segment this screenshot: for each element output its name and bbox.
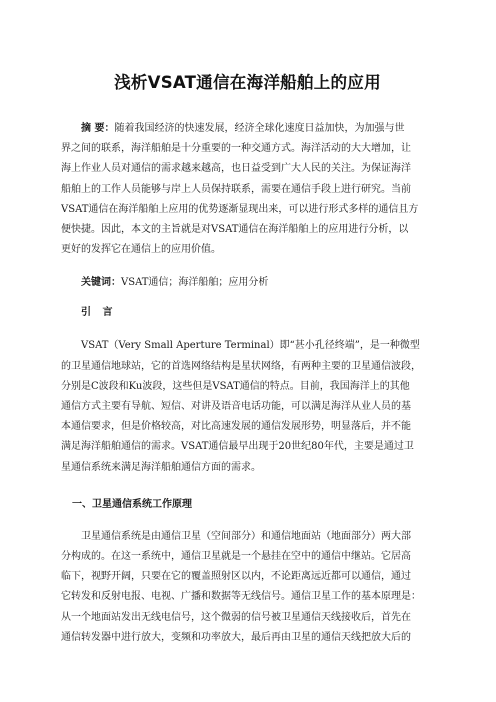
- section-1-line: 临下，视野开阔，只要在它的覆盖照射区以内，不论距离远近都可以通信，通过: [61, 571, 411, 583]
- abstract-line: 便快捷。因此，本文的主旨就是对VSAT通信在海洋船舶上的应用进行分析，以: [61, 224, 409, 236]
- abstract-label: 摘 要：: [81, 123, 115, 134]
- section-1-line: 分构成的。在这一系统中，通信卫星就是一个悬挂在空中的通信中继站。它居高: [61, 551, 411, 563]
- intro-line: VSAT（Very Small Aperture Terminal）即“甚小孔径终端”，是一种微型: [81, 340, 420, 352]
- intro-line: 分别是C波段和Ku波段，这些但是VSAT通信的特点。目前，我国海洋上的其他: [61, 380, 410, 392]
- section-1-line: 通信转发器中进行放大，变频和功率放大，最后再由卫星的通信天线把放大后的: [61, 631, 411, 643]
- abstract-text: 随着我国经济的快速发展，经济全球化速度日益加快，为加强与世: [114, 123, 405, 134]
- abstract-line: 船舶上的工作人员能够与岸上人员保持联系，需要在通信手段上进行研究。当前: [61, 183, 411, 195]
- intro-line: 满足海洋船舶通信的需求。VSAT通信最早出现于20世纪80年代，主要是通过卫: [61, 441, 414, 453]
- abstract-line: 界之间的联系，海洋船舶是十分重要的一种交通方式。海洋活动的大大增加，让: [61, 143, 411, 155]
- intro-line: 通信方式主要有导航、短信、对讲及语音电话功能，可以满足海洋从业人员的基: [61, 401, 411, 413]
- paper-title: 浅析VSAT通信在海洋船舶上的应用: [114, 73, 381, 92]
- intro-line: 的卫星通信地球站，它的首选网络结构是星状网络，有两种主要的卫星通信波段，: [61, 360, 421, 372]
- intro-heading: 引 言: [81, 307, 117, 319]
- section-1-line: 它转发和反射电报、电视、广播和数据等无线信号。通信卫星工作的基本原理是：: [61, 591, 421, 603]
- abstract-line: 更好的发挥它在通信上的应用价值。: [61, 244, 221, 256]
- section-1-line: 从一个地面站发出无线电信号，这个微弱的信号被卫星通信天线接收后，首先在: [61, 611, 411, 623]
- section-1-heading: 一、卫星通信系统工作原理: [72, 498, 192, 510]
- abstract-line: VSAT通信在海洋船舶上应用的优势逐渐显现出来，可以进行形式多样的通信且方: [61, 203, 419, 215]
- section-1-line: 卫星通信系统是由通信卫星（空间部分）和通信地面站（地面部分）两大部: [81, 530, 411, 542]
- abstract-block: [61, 119, 434, 260]
- keywords-line: [81, 273, 434, 293]
- intro-line: 本通信要求，但是价格较高，对比高速发展的通信发展形势，明显落后，并不能: [61, 421, 411, 433]
- keywords-text: VSAT通信；海洋船舶；应用分析: [121, 277, 269, 289]
- abstract-line: 海上作业人员对通信的需求越来越高，也日益受到广大人民的关注。为保证海洋: [61, 163, 411, 175]
- section-1-paragraph: [61, 527, 434, 648]
- intro-line: 星通信系统来满足海洋船舶通信方面的需求。: [61, 461, 261, 473]
- abstract-line: [61, 119, 434, 139]
- keywords-label: 关键词：: [81, 277, 121, 289]
- intro-paragraph: [61, 336, 434, 477]
